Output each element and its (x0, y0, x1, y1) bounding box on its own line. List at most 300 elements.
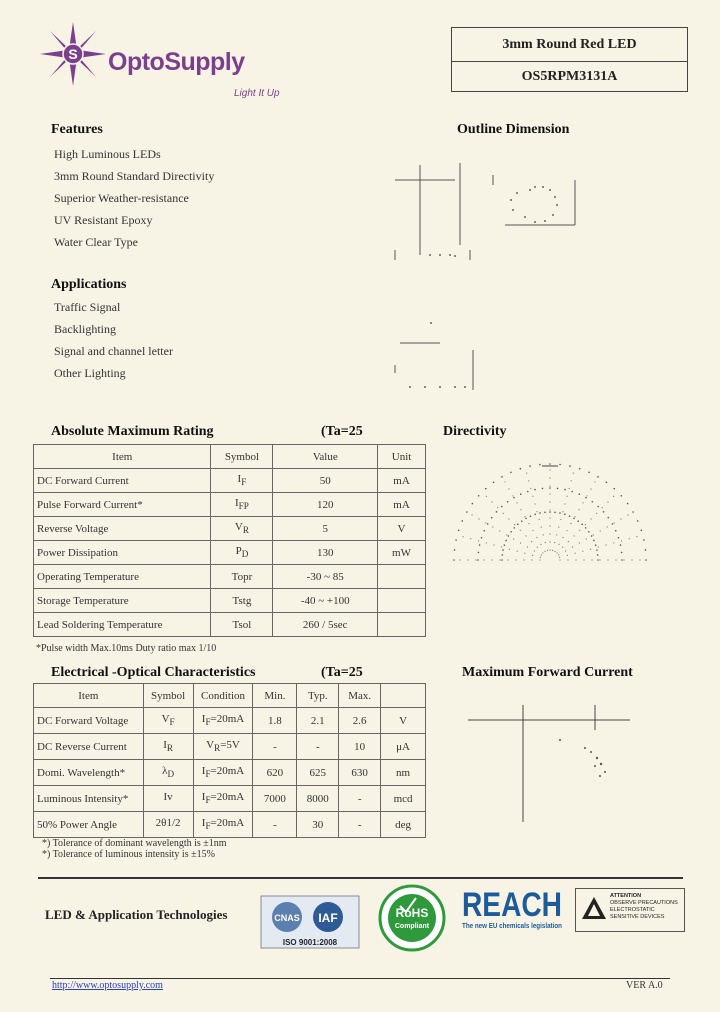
grid-dot (559, 512, 561, 514)
cell-symbol: Topr (211, 565, 273, 589)
grid-dot (505, 540, 507, 542)
grid-dot (586, 495, 587, 496)
cell-min: 1.8 (253, 708, 297, 734)
grid-dot (627, 503, 629, 505)
cell-item: Domi. Wavelength* (34, 760, 144, 786)
grid-dot (549, 517, 550, 518)
max-current-plot (465, 700, 665, 830)
grid-dot (462, 536, 463, 537)
list-item: UV Resistant Epoxy (54, 213, 153, 227)
grid-dot (597, 554, 599, 556)
grid-dot (562, 511, 563, 512)
cell-unit (378, 565, 426, 589)
grid-dot (455, 539, 457, 541)
grid-dot (478, 518, 479, 519)
cell-max: 10 (339, 734, 381, 760)
cell-typ: 625 (297, 760, 339, 786)
grid-dot (527, 546, 528, 547)
cell-symbol: 2θ1/2 (143, 812, 193, 838)
attention-line: SENSITIVE DEVICES (610, 914, 665, 920)
cell-min: - (253, 734, 297, 760)
attention-line: ELECTROSTATIC (610, 907, 655, 913)
grid-dot (534, 489, 536, 491)
grid-dot (620, 518, 621, 519)
grid-dot (621, 552, 623, 554)
grid-dot (566, 530, 567, 531)
grid-dot (597, 476, 599, 478)
grid-dot (523, 559, 524, 560)
grid-dot (569, 488, 570, 489)
grid-dot (536, 511, 537, 512)
grid-dot (549, 525, 550, 526)
grid-dot (514, 527, 516, 529)
grid-dot (532, 530, 533, 531)
cell-condition: $I_F=20mA$ (193, 786, 253, 812)
grid-dot (506, 534, 507, 535)
grid-dot (497, 507, 498, 508)
grid-dot (478, 540, 479, 541)
grid-dot (596, 513, 597, 514)
grid-dot (558, 554, 559, 555)
grid-dot (566, 496, 567, 497)
grid-dot (569, 515, 571, 517)
grid-dot (483, 559, 484, 560)
cell-unit: μA (381, 734, 426, 760)
grid-dot (564, 514, 566, 516)
features-heading: Features (51, 122, 103, 137)
grid-dot (532, 496, 533, 497)
brand-tagline: Light It Up (234, 88, 280, 99)
grid-dot (472, 503, 474, 505)
grid-dot (573, 535, 574, 536)
cell-value: 50 (273, 469, 378, 493)
grid-dot (639, 559, 640, 560)
cell-max: - (339, 786, 381, 812)
grid-dot (478, 552, 480, 554)
eo-heading: Electrical -Optical Characteristics (51, 665, 256, 680)
grid-dot (585, 497, 587, 499)
grid-dot (641, 530, 643, 532)
grid-dot (594, 481, 595, 482)
reach-logo (460, 880, 564, 934)
cell-max: - (339, 812, 381, 838)
cell-unit: V (381, 708, 426, 734)
grid-dot (466, 511, 468, 513)
cell-value: 130 (273, 541, 378, 565)
cell-item: Lead Soldering Temperature (34, 613, 211, 637)
grid-dot (586, 538, 587, 539)
outline-heading: Outline Dimension (457, 122, 570, 137)
grid-dot (620, 544, 622, 546)
svg-text:Compliant: Compliant (394, 923, 430, 930)
grid-dot (525, 535, 526, 536)
cell-condition: $I_F=20mA$ (193, 812, 253, 838)
list-item: 3mm Round Standard Directivity (54, 169, 215, 183)
abs-max-table (33, 444, 426, 637)
grid-dot (590, 549, 591, 550)
grid-dot (502, 549, 504, 551)
grid-dot (485, 488, 487, 490)
grid-dot (593, 540, 595, 542)
grid-dot (520, 542, 521, 543)
grid-dot (510, 531, 512, 533)
table-row (34, 517, 426, 541)
grid-dot (530, 488, 531, 489)
cell-symbol: Tstg (211, 589, 273, 613)
company-name: LED & Application Technologies (45, 907, 228, 922)
cell-typ: - (297, 734, 339, 760)
grid-dot (539, 512, 541, 514)
grid-dot (571, 491, 573, 493)
grid-dot (559, 464, 561, 466)
grid-dot (544, 511, 546, 513)
grid-dot (615, 530, 617, 532)
cell-item: DC Forward Voltage (34, 708, 144, 734)
cell-item: Reverse Voltage (34, 517, 211, 541)
grid-dot (486, 496, 487, 497)
table-row (34, 786, 426, 812)
grid-dot (607, 526, 608, 527)
grid-dot (603, 511, 605, 513)
attention-line: ATTENTION (610, 893, 642, 899)
grid-dot (549, 511, 551, 513)
grid-dot (636, 536, 637, 537)
table-row (34, 469, 426, 493)
grid-dot (461, 520, 463, 522)
grid-dot (481, 537, 483, 539)
grid-dot (499, 530, 500, 531)
grid-dot (483, 530, 485, 532)
grid-dot (504, 481, 505, 482)
cell-unit: mA (378, 469, 426, 493)
grid-dot (599, 559, 600, 560)
column-header: Item (34, 684, 144, 708)
list-item: Other Lighting (54, 366, 126, 380)
grid-dot (516, 502, 517, 503)
svg-text:REACH: REACH (462, 886, 562, 924)
grid-dot (501, 546, 502, 547)
cell-typ: 8000 (297, 786, 339, 812)
grid-dot (607, 517, 609, 519)
grid-dot (574, 516, 575, 517)
grid-dot (520, 509, 521, 510)
grid-dot (605, 544, 606, 545)
grid-dot (549, 509, 550, 510)
eo-table (33, 683, 426, 838)
grid-dot (567, 555, 568, 556)
table-row (34, 541, 426, 565)
svg-text:S: S (68, 46, 78, 62)
logo (38, 20, 108, 88)
cell-max: 2.6 (339, 708, 381, 734)
grid-dot (560, 519, 561, 520)
cell-unit: deg (381, 812, 426, 838)
grid-dot (613, 496, 614, 497)
grid-dot (549, 485, 550, 486)
cell-unit (378, 613, 426, 637)
cell-value: 260 / 5sec (273, 613, 378, 637)
grid-dot (607, 501, 608, 502)
grid-dot (524, 553, 525, 554)
grid-dot (591, 559, 592, 560)
directivity-heading: Directivity (443, 424, 507, 439)
grid-dot (549, 541, 550, 542)
cell-value: 120 (273, 493, 378, 517)
grid-dot (598, 546, 599, 547)
cell-value: -30 ~ 85 (273, 565, 378, 589)
grid-dot (582, 502, 583, 503)
cell-max: 630 (339, 760, 381, 786)
cell-item: Luminous Intensity* (34, 786, 144, 812)
grid-dot (559, 557, 560, 558)
grid-dot (618, 537, 620, 539)
cell-typ: 2.1 (297, 708, 339, 734)
esd-warning-icon (581, 895, 607, 921)
cell-value: 5 (273, 517, 378, 541)
grid-dot (597, 559, 599, 561)
grid-dot (513, 538, 514, 539)
cell-item: Power Dissipation (34, 541, 211, 565)
grid-dot (562, 547, 563, 548)
grid-dot (537, 547, 538, 548)
grid-dot (556, 552, 557, 553)
cell-unit: mA (378, 493, 426, 517)
grid-dot (591, 535, 593, 537)
grid-dot (526, 472, 527, 473)
bottom-divider (50, 978, 670, 979)
features-list (54, 147, 214, 257)
grid-dot (541, 554, 542, 555)
grid-dot (491, 517, 493, 519)
column-header: Item (34, 445, 211, 469)
svg-text:ISO 9001:2008: ISO 9001:2008 (282, 938, 338, 947)
cell-item: Storage Temperature (34, 589, 211, 613)
grid-dot (637, 520, 639, 522)
grid-dot (629, 538, 630, 539)
cell-item: 50% Power Angle (34, 812, 144, 838)
cell-unit: V (378, 517, 426, 541)
note-line: *) Tolerance of dominant wavelength is ±1nm (42, 838, 227, 849)
grid-dot (513, 497, 515, 499)
grid-dot (475, 559, 476, 560)
grid-dot (485, 522, 486, 523)
grid-dot (530, 515, 532, 517)
grid-dot (517, 551, 518, 552)
grid-dot (593, 534, 594, 535)
grid-dot (479, 544, 481, 546)
grid-dot (508, 518, 509, 519)
list-item: Signal and channel letter (54, 344, 173, 358)
table-row (34, 760, 426, 786)
grid-dot (631, 559, 632, 560)
grid-dot (520, 468, 522, 470)
cell-typ: 30 (297, 812, 339, 838)
grid-dot (503, 513, 504, 514)
grid-dot (508, 488, 509, 489)
grid-dot (572, 546, 573, 547)
grid-dot (541, 527, 542, 528)
grid-dot (549, 463, 551, 465)
grid-dot (554, 551, 555, 552)
applications-list (54, 300, 173, 388)
grid-dot (504, 544, 506, 546)
outline-drawing (385, 155, 590, 405)
cell-item: Operating Temperature (34, 565, 211, 589)
grid-dot (588, 471, 590, 473)
grid-dot (549, 493, 550, 494)
grid-dot (453, 559, 455, 561)
grid-dot (615, 559, 616, 560)
grid-dot (539, 464, 541, 466)
grid-dot (645, 549, 647, 551)
grid-dot (478, 495, 480, 497)
cell-item: Pulse Forward Current* (34, 493, 211, 517)
grid-dot (539, 519, 540, 520)
grid-dot (525, 518, 527, 520)
grid-dot (578, 493, 580, 495)
grid-dot (568, 541, 569, 542)
grid-dot (512, 495, 513, 496)
grid-dot (477, 559, 479, 561)
svg-text:The new EU chemicals legislati: The new EU chemicals legislation (462, 921, 563, 930)
grid-dot (527, 491, 529, 493)
grid-dot (471, 514, 472, 515)
grid-dot (549, 477, 550, 478)
grid-dot (534, 503, 535, 504)
cell-min: - (253, 812, 297, 838)
grid-dot (520, 530, 521, 531)
grid-dot (545, 542, 546, 543)
grid-dot (583, 559, 584, 560)
attention-line: OBSERVE PRECAUTIONS (610, 900, 678, 906)
column-header: Symbol (211, 445, 273, 469)
grid-dot (567, 559, 568, 560)
grid-dot (564, 503, 565, 504)
table-row (34, 613, 426, 637)
grid-dot (579, 542, 580, 543)
applications-heading: Applications (51, 277, 127, 292)
abs-max-heading: Absolute Maximum Rating (51, 424, 214, 439)
grid-dot (524, 516, 525, 517)
grid-dot (501, 506, 503, 508)
grid-dot (632, 511, 634, 513)
svg-text:CNAS: CNAS (274, 913, 300, 923)
grid-dot (542, 552, 543, 553)
grid-dot (454, 549, 456, 551)
abs-max-note: *Pulse width Max.10ms Duty ratio max 1/10 (36, 643, 217, 654)
grid-dot (590, 488, 591, 489)
grid-dot (565, 550, 566, 551)
grid-dot (595, 544, 597, 546)
grid-dot (508, 535, 510, 537)
grid-dot (531, 559, 532, 560)
table-row (34, 589, 426, 613)
grid-dot (467, 559, 468, 560)
grid-dot (585, 527, 587, 529)
grid-dot (491, 501, 492, 502)
column-header (381, 684, 426, 708)
grid-dot (573, 472, 574, 473)
grid-dot (549, 533, 550, 534)
grid-dot (501, 559, 503, 561)
cell-condition: $I_F=20mA$ (193, 760, 253, 786)
grid-dot (540, 557, 541, 558)
website-link[interactable]: http://www.optosupply.com (52, 980, 163, 991)
grid-dot (499, 559, 500, 560)
cell-item: DC Reverse Current (34, 734, 144, 760)
cell-unit: nm (381, 760, 426, 786)
grid-dot (575, 553, 576, 554)
grid-dot (588, 531, 590, 533)
eo-notes (42, 838, 227, 860)
abs-max-condition: (Ta=25 (321, 424, 363, 439)
column-header: Condition (193, 684, 253, 708)
grid-dot (542, 488, 544, 490)
grid-dot (509, 549, 510, 550)
grid-dot (549, 501, 550, 502)
grid-dot (507, 559, 508, 560)
product-title: 3mm Round Red LED (452, 28, 687, 62)
grid-dot (458, 530, 460, 532)
grid-dot (493, 482, 495, 484)
cell-symbol: $I_{FP}$ (211, 493, 273, 517)
logo-star-icon (38, 20, 108, 88)
grid-dot (621, 540, 622, 541)
grid-dot (486, 542, 487, 543)
note-line: *) Tolerance of luminous intensity is ±15% (42, 849, 215, 860)
grid-dot (557, 488, 559, 490)
column-header: Value (273, 445, 378, 469)
grid-dot (570, 523, 571, 524)
grid-dot (544, 551, 545, 552)
grid-dot (558, 527, 559, 528)
grid-dot (539, 559, 540, 560)
grid-dot (573, 518, 575, 520)
grid-dot (549, 469, 550, 470)
grid-dot (575, 559, 576, 560)
grid-dot (532, 555, 533, 556)
column-header: Symbol (143, 684, 193, 708)
grid-dot (600, 530, 601, 531)
column-header: Unit (378, 445, 426, 469)
grid-dot (569, 465, 571, 467)
version-label: VER A.0 (626, 980, 663, 991)
cell-condition: $I_F=20mA$ (193, 708, 253, 734)
grid-dot (491, 559, 492, 560)
table-row (34, 734, 426, 760)
grid-dot (459, 559, 460, 560)
grid-dot (507, 501, 509, 503)
cell-unit (378, 589, 426, 613)
grid-dot (627, 514, 628, 515)
table-row (34, 493, 426, 517)
grid-dot (578, 509, 579, 510)
grid-dot (552, 550, 553, 551)
iso-certificate-logo (260, 895, 360, 949)
grid-dot (612, 523, 614, 525)
grid-dot (529, 465, 531, 467)
grid-dot (556, 534, 557, 535)
grid-dot (531, 541, 532, 542)
list-item: High Luminous LEDs (54, 147, 161, 161)
grid-dot (534, 514, 536, 516)
grid-dot (613, 542, 614, 543)
cell-unit: mW (378, 541, 426, 565)
grid-dot (554, 542, 555, 543)
cell-condition: $V_R=5V$ (193, 734, 253, 760)
grid-dot (514, 524, 515, 525)
list-item: Water Clear Type (54, 235, 138, 249)
